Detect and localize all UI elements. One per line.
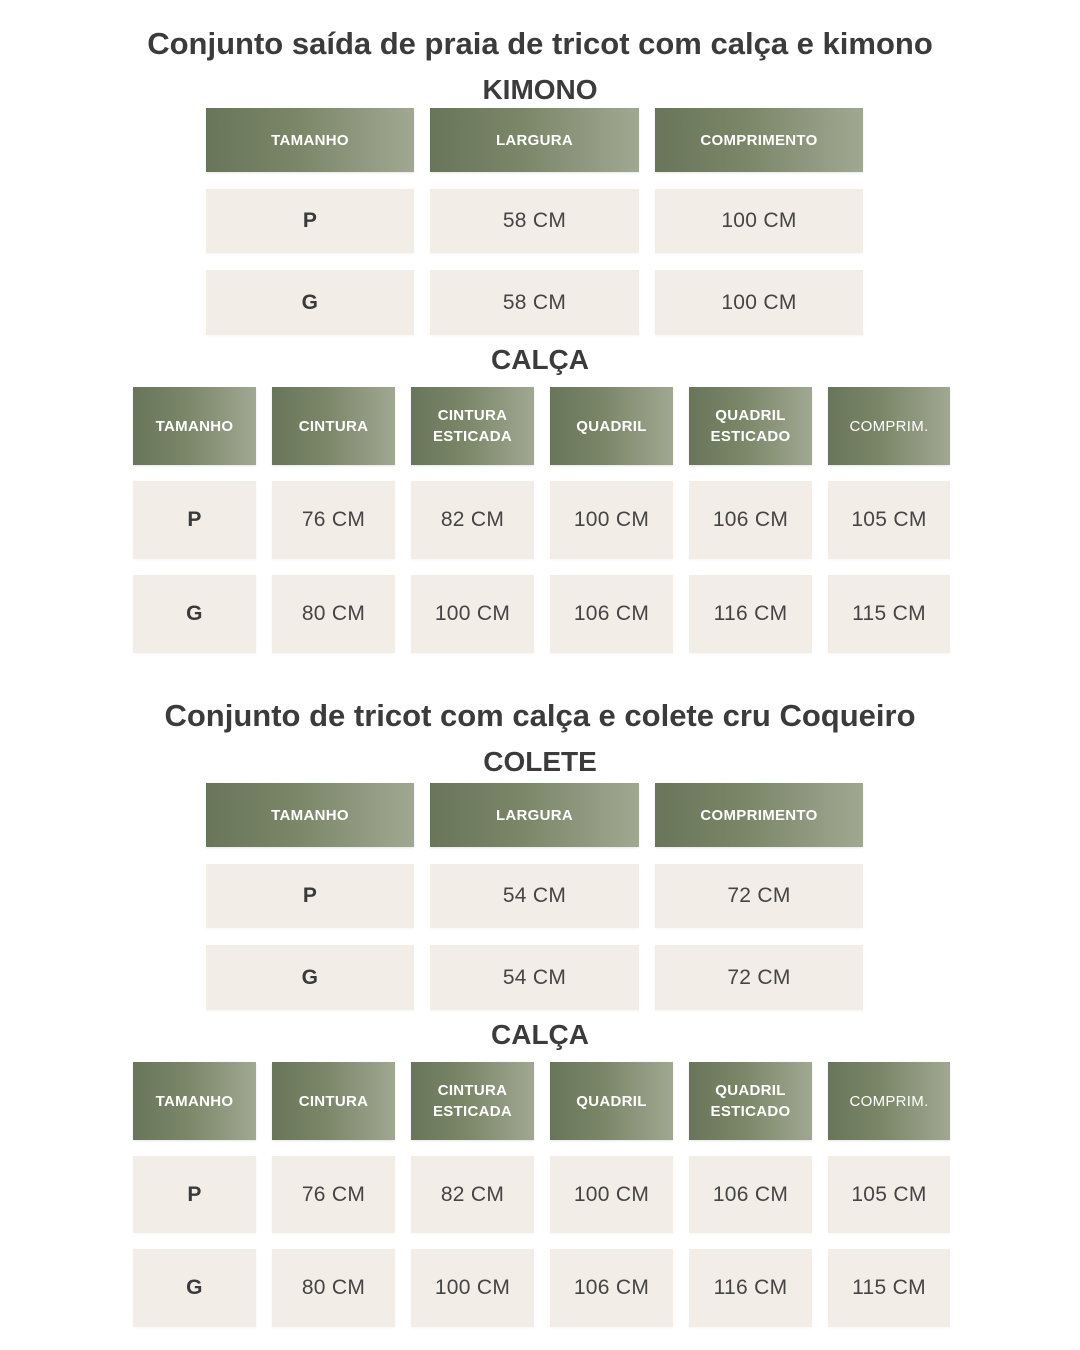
pants1-row-g-size: G (133, 575, 256, 653)
kimono-row-g-width: 58 CM (430, 270, 639, 335)
pants2-header-hip: QUADRIL (550, 1062, 673, 1140)
pants2-header-length: COMPRIM. (828, 1062, 950, 1140)
kimono-row-g-size: G (206, 270, 414, 335)
pants1-header-stretched-waist: CINTURA ESTICADA (411, 387, 534, 465)
pants1-row-p-length: 105 CM (828, 481, 950, 559)
pants1-row-p-stretched-waist: 82 CM (411, 481, 534, 559)
pants1-row-g-hip: 106 CM (550, 575, 673, 653)
pants1-row-p-waist: 76 CM (272, 481, 395, 559)
pants1-row-g-stretched-waist: 100 CM (411, 575, 534, 653)
pants1-header-length: COMPRIM. (828, 387, 950, 465)
pants2-row-g-waist: 80 CM (272, 1249, 395, 1327)
pants2-row-p-size: P (133, 1156, 256, 1233)
pants2-row-p-length: 105 CM (828, 1156, 950, 1233)
vest-row-g-length: 72 CM (655, 945, 863, 1010)
vest-row-p-size: P (206, 864, 414, 928)
pants1-row-p-stretched-hip: 106 CM (689, 481, 812, 559)
kimono-row-p-size: P (206, 189, 414, 253)
pants2-row-g-stretched-waist: 100 CM (411, 1249, 534, 1327)
kimono-header-size: TAMANHO (206, 108, 414, 172)
vest-row-p-length: 72 CM (655, 864, 863, 928)
kimono-header-width: LARGURA (430, 108, 639, 172)
pants2-row-p-stretched-waist: 82 CM (411, 1156, 534, 1233)
pants2-row-g-hip: 106 CM (550, 1249, 673, 1327)
pants1-header-waist: CINTURA (272, 387, 395, 465)
pants2-header-size: TAMANHO (133, 1062, 256, 1140)
pants1-header-size: TAMANHO (133, 387, 256, 465)
kimono-row-p-length: 100 CM (655, 189, 863, 253)
vest-header-size: TAMANHO (206, 783, 414, 847)
vest-table-title: COLETE (483, 746, 597, 777)
pants2-row-g-stretched-hip: 116 CM (689, 1249, 812, 1327)
section-1-title: Conjunto saída de praia de tricot com calça e kimono (147, 26, 933, 61)
vest-row-g-size: G (206, 945, 414, 1010)
pants2-row-p-waist: 76 CM (272, 1156, 395, 1233)
vest-header-width: LARGURA (430, 783, 639, 847)
pants1-header-stretched-hip: QUADRIL ESTICADO (689, 387, 812, 465)
pants2-row-p-stretched-hip: 106 CM (689, 1156, 812, 1233)
pants2-row-p-hip: 100 CM (550, 1156, 673, 1233)
pants1-row-p-size: P (133, 481, 256, 559)
section-2-title: Conjunto de tricot com calça e colete cru Coqueiro (164, 698, 916, 733)
pants1-row-g-length: 115 CM (828, 575, 950, 653)
pants2-row-g-size: G (133, 1249, 256, 1327)
kimono-header-length: COMPRIMENTO (655, 108, 863, 172)
vest-header-length: COMPRIMENTO (655, 783, 863, 847)
pants1-row-g-waist: 80 CM (272, 575, 395, 653)
vest-row-g-width: 54 CM (430, 945, 639, 1010)
pants1-row-p-hip: 100 CM (550, 481, 673, 559)
pants2-header-stretched-hip: QUADRIL ESTICADO (689, 1062, 812, 1140)
pants-table-1-title: CALÇA (491, 344, 589, 375)
kimono-row-g-length: 100 CM (655, 270, 863, 335)
pants2-header-waist: CINTURA (272, 1062, 395, 1140)
kimono-table-title: KIMONO (482, 74, 598, 105)
vest-row-p-width: 54 CM (430, 864, 639, 928)
kimono-row-p-width: 58 CM (430, 189, 639, 253)
pants2-header-stretched-waist: CINTURA ESTICADA (411, 1062, 534, 1140)
pants1-header-hip: QUADRIL (550, 387, 673, 465)
pants-table-2-title: CALÇA (491, 1019, 589, 1050)
pants1-row-g-stretched-hip: 116 CM (689, 575, 812, 653)
pants2-row-g-length: 115 CM (828, 1249, 950, 1327)
